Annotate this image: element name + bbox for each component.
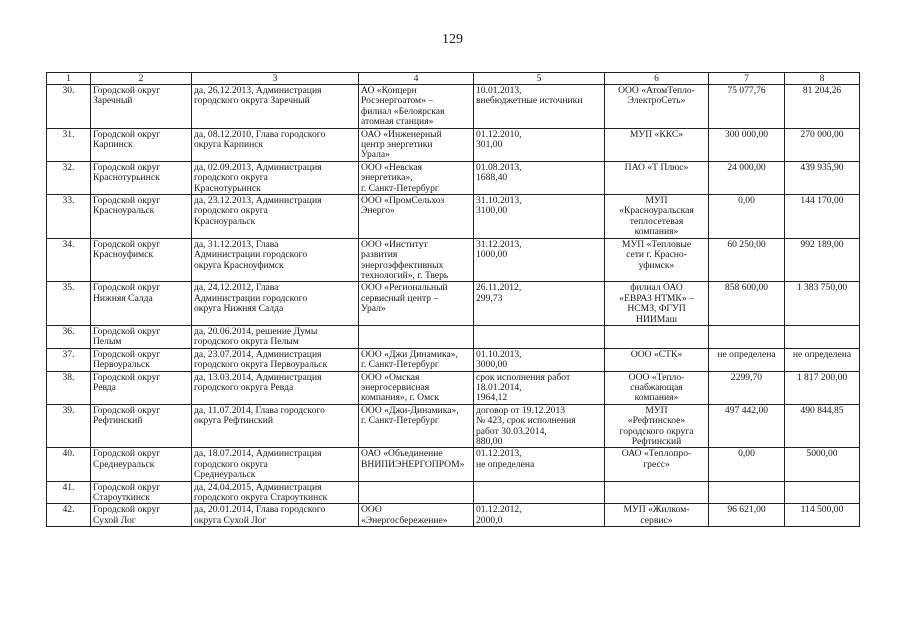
approval-cell: да, 26.12.2013, Администрация городского округа Заречный — [192, 85, 359, 129]
value-col7-cell — [709, 325, 785, 348]
row-number: 41. — [47, 481, 91, 504]
district-cell: Городской округ Нижняя Салда — [91, 282, 192, 326]
approval-cell: да, 24.12.2012, Глава Администрации городского округа Нижняя Салда — [192, 282, 359, 326]
tech-assignment-cell — [474, 481, 605, 504]
district-cell: Городской округ Пелым — [91, 325, 192, 348]
developer-cell: АО «Концерн Росэнергоатом» – филиал «Белоярская атомная станция» — [359, 85, 474, 129]
organization-cell — [605, 325, 709, 348]
table-row — [47, 371, 860, 404]
approval-cell: да, 18.07.2014, Администрация городского округа Среднеуральск — [192, 448, 359, 481]
tech-assignment-cell: 01.12.2013, не определена — [474, 448, 605, 481]
organization-cell: ООО «СТК» — [605, 348, 709, 371]
organization-cell: МУП «Жилком- сервис» — [605, 504, 709, 527]
district-cell: Городской округ Карпинск — [91, 128, 192, 161]
table-body — [47, 85, 860, 527]
page-number: 129 — [442, 32, 463, 47]
header-row — [47, 73, 860, 85]
tech-assignment-cell: срок исполнения работ 18.01.2014, 1964,12 — [474, 371, 605, 404]
value-col8-cell: 992 189,00 — [785, 238, 860, 282]
approval-cell: да, 13.03.2014, Администрация городского округа Ревда — [192, 371, 359, 404]
table-row — [47, 128, 860, 161]
value-col7-cell — [709, 481, 785, 504]
value-col7-cell: 96 621,00 — [709, 504, 785, 527]
developer-cell: ООО «ПромСельхоз Энерго» — [359, 195, 474, 239]
tech-assignment-cell: договор от 19.12.2013 № 423, срок исполнения работ 30.03.2014, 880,00 — [474, 404, 605, 448]
registry-table — [46, 72, 860, 527]
row-number: 37. — [47, 348, 91, 371]
value-col7-cell: 0,00 — [709, 448, 785, 481]
organization-cell: МУП «Рефтинское» городского округа Рефтинский — [605, 404, 709, 448]
approval-cell: да, 08.12.2010, Глава городского округа Карпинск — [192, 128, 359, 161]
district-cell: Городской округ Красноуфимск — [91, 238, 192, 282]
district-cell: Городской округ Среднеуральск — [91, 448, 192, 481]
value-col7-cell: 60 250,00 — [709, 238, 785, 282]
developer-cell: ОАО «Инженерный центр энергетики Урала» — [359, 128, 474, 161]
value-col7-cell: 2299,70 — [709, 371, 785, 404]
organization-cell: МУП «Красноуральская теплосетевая компания» — [605, 195, 709, 239]
row-number: 35. — [47, 282, 91, 326]
district-cell: Городской округ Сухой Лог — [91, 504, 192, 527]
developer-cell: ООО «Невская энергетика», г. Санкт-Петербург — [359, 161, 474, 194]
table-row — [47, 448, 860, 481]
developer-cell: ООО «Джи-Динамика», г. Санкт-Петербург — [359, 404, 474, 448]
value-col8-cell: 1 817 200,00 — [785, 371, 860, 404]
value-col8-cell: 270 000,00 — [785, 128, 860, 161]
district-cell: Городской округ Ревда — [91, 371, 192, 404]
district-cell: Городской округ Первоуральск — [91, 348, 192, 371]
value-col7-cell: 300 000,00 — [709, 128, 785, 161]
value-col8-cell: 1 383 750,00 — [785, 282, 860, 326]
value-col7-cell: 75 077,76 — [709, 85, 785, 129]
row-number: 33. — [47, 195, 91, 239]
column-header: 3 — [192, 73, 359, 85]
value-col7-cell: 858 600,00 — [709, 282, 785, 326]
tech-assignment-cell: 01.12.2012, 2000,0 — [474, 504, 605, 527]
organization-cell: МУП «Тепловые сети г. Красно- уфимск» — [605, 238, 709, 282]
row-number: 30. — [47, 85, 91, 129]
approval-cell: да, 20.01.2014, Глава городского округа Сухой Лог — [192, 504, 359, 527]
approval-cell: да, 24.04.2015, Администрация городского округа Староуткинск — [192, 481, 359, 504]
developer-cell: ОАО «Объединение ВНИПИЭНЕРГОПРОМ» — [359, 448, 474, 481]
column-header: 8 — [785, 73, 860, 85]
district-cell: Городской округ Заречный — [91, 85, 192, 129]
developer-cell: ООО «Джи Динамика», г. Санкт-Петербург — [359, 348, 474, 371]
table-row — [47, 504, 860, 527]
row-number: 34. — [47, 238, 91, 282]
developer-cell — [359, 481, 474, 504]
value-col8-cell — [785, 481, 860, 504]
table-row — [47, 85, 860, 129]
tech-assignment-cell: 01.08.2013, 1688,40 — [474, 161, 605, 194]
tech-assignment-cell: 31.12.2013, 1000,00 — [474, 238, 605, 282]
value-col8-cell: 81 204,26 — [785, 85, 860, 129]
value-col8-cell: 5000,00 — [785, 448, 860, 481]
value-col8-cell: не определена — [785, 348, 860, 371]
column-header: 7 — [709, 73, 785, 85]
approval-cell: да, 23.12.2013, Администрация городского округа Красноуральск — [192, 195, 359, 239]
row-number: 38. — [47, 371, 91, 404]
value-col8-cell: 439 935,90 — [785, 161, 860, 194]
organization-cell: МУП «ККС» — [605, 128, 709, 161]
table-row — [47, 282, 860, 326]
district-cell: Городской округ Красноуральск — [91, 195, 192, 239]
table-row — [47, 161, 860, 194]
table-row — [47, 404, 860, 448]
tech-assignment-cell: 10.01.2013, внебюджетные источники — [474, 85, 605, 129]
table-row — [47, 238, 860, 282]
value-col8-cell: 114 500,00 — [785, 504, 860, 527]
row-number: 40. — [47, 448, 91, 481]
tech-assignment-cell: 26.11.2012, 299,73 — [474, 282, 605, 326]
organization-cell: ОАО «Теплопро- гресс» — [605, 448, 709, 481]
developer-cell — [359, 325, 474, 348]
approval-cell: да, 31.12.2013, Глава Администрации городского округа Красноуфимск — [192, 238, 359, 282]
row-number: 36. — [47, 325, 91, 348]
row-number: 31. — [47, 128, 91, 161]
table-row — [47, 195, 860, 239]
district-cell: Городской округ Краснотурьинск — [91, 161, 192, 194]
value-col7-cell: 497 442,00 — [709, 404, 785, 448]
row-number: 42. — [47, 504, 91, 527]
tech-assignment-cell: 01.10.2013, 3000,00 — [474, 348, 605, 371]
value-col8-cell: 144 170,00 — [785, 195, 860, 239]
approval-cell: да, 02.09.2013, Администрация городского округа Краснотурьинск — [192, 161, 359, 194]
column-header: 4 — [359, 73, 474, 85]
column-header: 2 — [91, 73, 192, 85]
developer-cell: ООО «Институт развития энергоэффективных технологий», г. Тверь — [359, 238, 474, 282]
tech-assignment-cell: 01.12.2010, 301,00 — [474, 128, 605, 161]
organization-cell: ПАО «Т Плюс» — [605, 161, 709, 194]
row-number: 32. — [47, 161, 91, 194]
value-col7-cell: 0,00 — [709, 195, 785, 239]
organization-cell — [605, 481, 709, 504]
value-col8-cell: 490 844,85 — [785, 404, 860, 448]
tech-assignment-cell — [474, 325, 605, 348]
developer-cell: ООО «Энергосбережение» — [359, 504, 474, 527]
value-col7-cell: 24 000,00 — [709, 161, 785, 194]
value-col7-cell: не определена — [709, 348, 785, 371]
column-header: 5 — [474, 73, 605, 85]
organization-cell: филиал ОАО «ЕВРАЗ НТМК» – НСМЗ, ФГУП НИИМаш — [605, 282, 709, 326]
table-row — [47, 348, 860, 371]
row-number: 39. — [47, 404, 91, 448]
tech-assignment-cell: 31.10.2013, 3100,00 — [474, 195, 605, 239]
value-col8-cell — [785, 325, 860, 348]
table-row — [47, 325, 860, 348]
approval-cell: да, 11.07.2014, Глава городского округа Рефтинский — [192, 404, 359, 448]
approval-cell: да, 23.07.2014, Администрация городского округа Первоуральск — [192, 348, 359, 371]
district-cell: Городской округ Рефтинский — [91, 404, 192, 448]
column-header: 6 — [605, 73, 709, 85]
column-header: 1 — [47, 73, 91, 85]
developer-cell: ООО «Омская энергосервисная компания», г. Омск — [359, 371, 474, 404]
organization-cell: ООО «Тепло- снабжающая компания» — [605, 371, 709, 404]
approval-cell: да, 20.06.2014, решение Думы городского округа Пелым — [192, 325, 359, 348]
district-cell: Городской округ Староуткинск — [91, 481, 192, 504]
table-row — [47, 481, 860, 504]
developer-cell: ООО «Региональный сервисный центр – Урал» — [359, 282, 474, 326]
organization-cell: ООО «АтомТепло- ЭлектроСеть» — [605, 85, 709, 129]
